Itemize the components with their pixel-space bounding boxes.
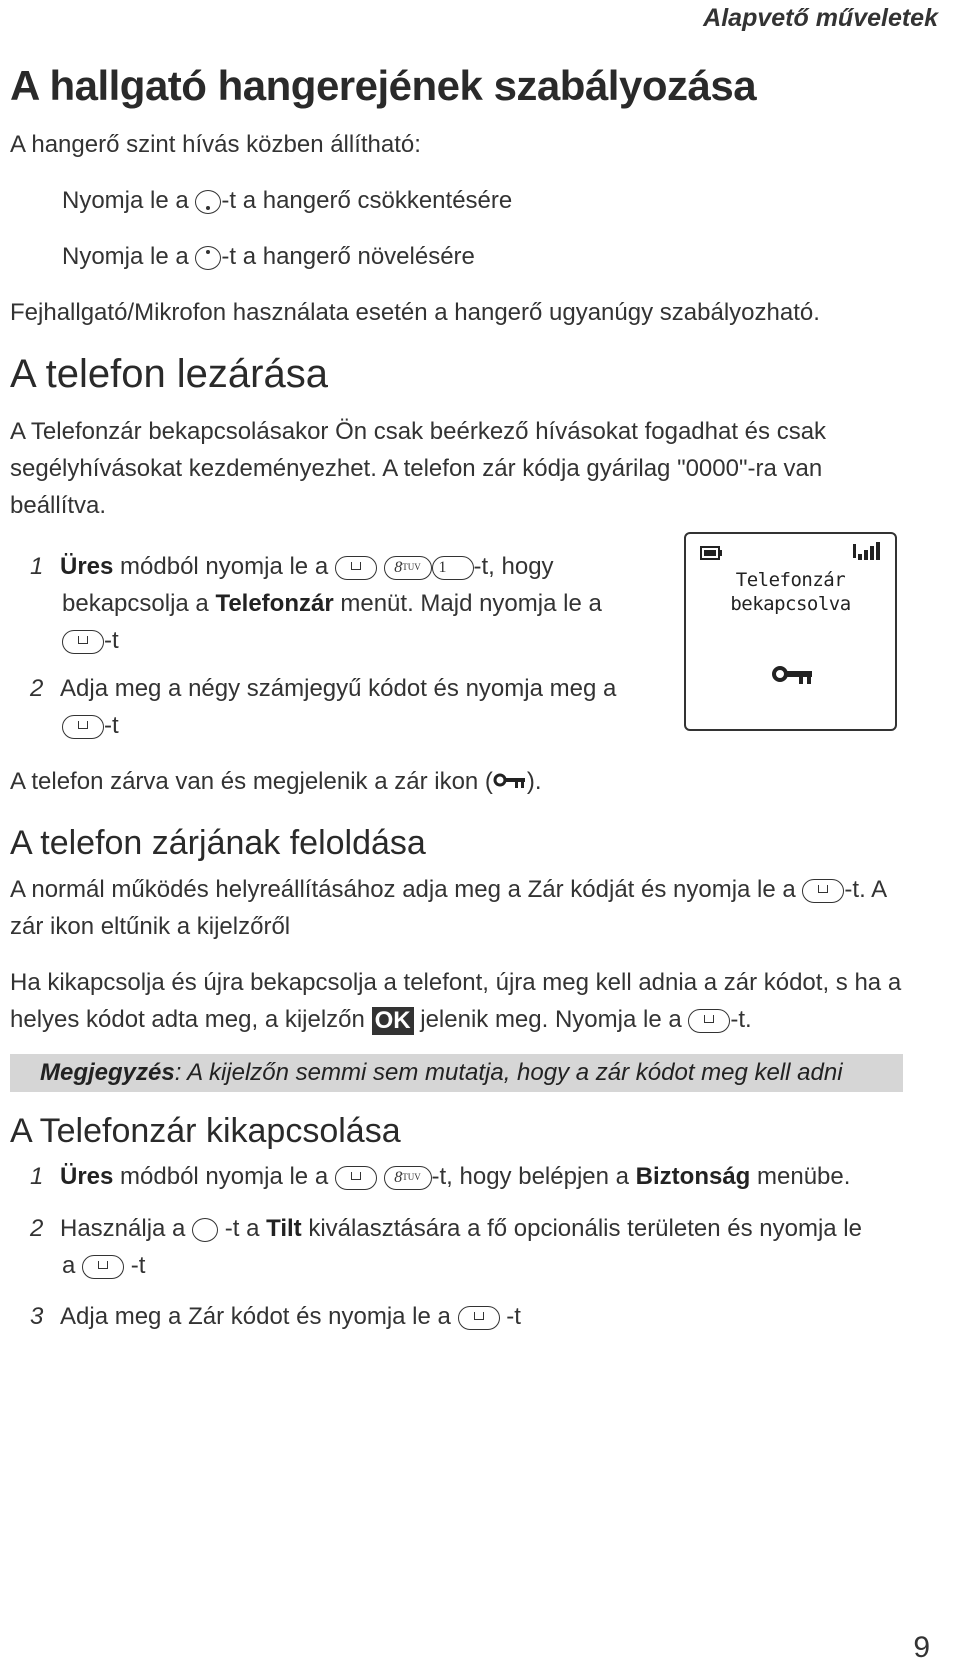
unlock-p2-line2: helyes kódot adta meg, a kijelzőn OK jelenik meg. Nyomja le a -t. [10, 1006, 752, 1034]
unlock-p1-line1: A normál működés helyreállításához adja meg a Zár kódját és nyomja le a -t. A [10, 876, 888, 903]
disable-step-2: 2 Használja a -t a Tilt kiválasztására a fő opcionális területen és nyomja le [30, 1215, 862, 1242]
headset-note: Fejhallgató/Mikrofon használata esetén a hangerő ugyanúgy szabályozható. [10, 299, 820, 326]
battery-icon [700, 546, 722, 560]
ok-indicator: OK [372, 1007, 414, 1035]
lock-intro-1: A Telefonzár bekapcsolásakor Ön csak beérkező hívásokat fogadhat és csak [10, 418, 827, 445]
lock-step-2-end: -t [62, 707, 119, 744]
lock-step-2: 2 Adja meg a négy számjegyű kódot és nyomja meg a [30, 675, 617, 702]
menu-key-icon [688, 1009, 730, 1033]
unlock-p2-line1: Ha kikapcsolja és újra bekapcsolja a telefont, újra meg kell adnia a zár kódot, s ha a [10, 969, 902, 996]
lcd-line-2: bekapcsolva [730, 593, 851, 615]
volume-down-line: Nyomja le a -t a hangerő csökkentésére [62, 187, 513, 214]
key-icon [493, 771, 527, 791]
unlock-p1-line2: zár ikon eltűnik a kijelzőről [10, 913, 291, 940]
menu-key-icon [458, 1306, 500, 1330]
disable-step-3: 3 Adja meg a Zár kódot és nyomja le a -t [30, 1303, 521, 1330]
menu-key-icon [82, 1255, 124, 1279]
key-1-icon: 1 [432, 556, 474, 580]
running-header: Alapvető műveletek [703, 4, 938, 32]
signal-icon [853, 542, 883, 562]
lcd-line-1: Telefonzár [735, 569, 846, 591]
menu-key-icon [335, 1166, 377, 1190]
lock-step-1-end: -t [62, 622, 119, 659]
lock-intro-2: segélyhívásokat kezdeményezhet. A telefon zár kódja gyárilag "0000"-ra van [10, 455, 823, 482]
menu-key-icon [802, 879, 844, 903]
lock-step-1-cont: bekapcsolja a Telefonzár menüt. Majd nyomja le a [62, 590, 602, 617]
lcd-lock-key-icon [772, 664, 814, 686]
section-title-unlock: A telefon zárjának feloldása [10, 824, 426, 862]
disable-step-1: 1 Üres módból nyomja le a $8^{TUV}$ -t, hogy belépjen a Biztonság menübe. [30, 1163, 851, 1190]
section-title-lock: A telefon lezárása [10, 352, 328, 396]
menu-key-icon [335, 556, 377, 580]
key-8-icon: $8^{TUV}$ [384, 1166, 432, 1190]
section-title-disable-lock: A Telefonzár kikapcsolása [10, 1112, 401, 1150]
page-number: 9 [913, 1631, 930, 1664]
lock-intro-3: beállítva. [10, 492, 107, 519]
key-8-icon: $8^{TUV}$ [384, 556, 432, 580]
note-label: Megjegyzés [40, 1059, 175, 1086]
menu-key-icon [62, 630, 104, 654]
menu-key-icon [62, 715, 104, 739]
nav-key-icon [192, 1218, 218, 1242]
section-title-volume: A hallgató hangerejének szabályozása [10, 62, 757, 109]
note-text: : A kijelzőn semmi sem mutatja, hogy a zár kódot meg kell adni [174, 1059, 843, 1086]
note-box [10, 1054, 903, 1092]
volume-up-line: Nyomja le a -t a hangerő növelésére [62, 243, 475, 270]
volume-up-key-icon [195, 246, 221, 270]
lock-step-1: 1 Üres módból nyomja le a $8^{TUV}$ 1 -t, hogy [30, 553, 554, 580]
volume-intro: A hangerő szint hívás közben állítható: [10, 131, 421, 158]
lock-result: A telefon zárva van és megjelenik a zár ikon ( ). [10, 768, 542, 795]
volume-down-key-icon [195, 190, 221, 214]
lcd-display [684, 532, 897, 731]
disable-step-2-end: a -t [62, 1252, 146, 1279]
